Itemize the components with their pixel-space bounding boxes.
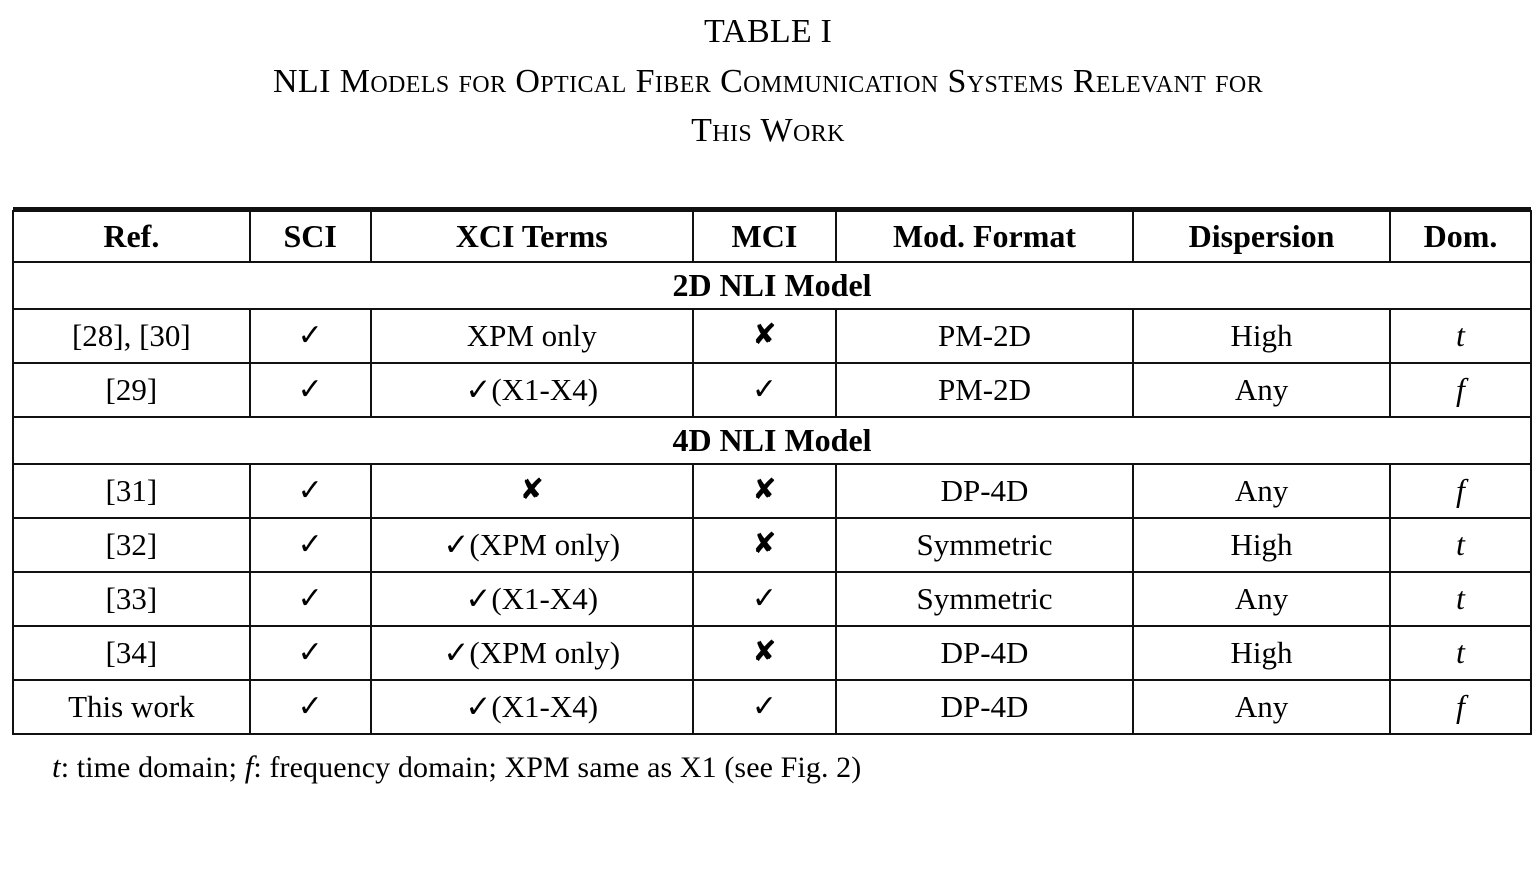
column-header-sci: SCI — [250, 211, 371, 262]
column-header-dom: Dom. — [1390, 211, 1531, 262]
cell-dispersion: Any — [1133, 680, 1390, 734]
table-row — [13, 309, 1531, 363]
cell-xci: ✓(X1-X4) — [371, 363, 693, 417]
cell-sci: ✓ — [250, 464, 371, 518]
cell-ref: [33] — [13, 572, 250, 626]
cell-dispersion: Any — [1133, 464, 1390, 518]
footnote-symbol-t: t — [52, 748, 61, 784]
cell-mod-format: DP-4D — [836, 680, 1133, 734]
cell-mci: ✘ — [693, 309, 836, 363]
section-title-4d: 4D NLI Model — [13, 417, 1531, 464]
cell-ref: This work — [13, 680, 250, 734]
cell-dom: t — [1390, 626, 1531, 680]
cell-sci: ✓ — [250, 363, 371, 417]
section-title-2d: 2D NLI Model — [13, 262, 1531, 309]
cell-mod-format: PM-2D — [836, 309, 1133, 363]
cell-mci: ✓ — [693, 363, 836, 417]
cell-ref: [28], [30] — [13, 309, 250, 363]
cell-dom: f — [1390, 464, 1531, 518]
table-header-row — [13, 211, 1531, 262]
cell-sci: ✓ — [250, 572, 371, 626]
cell-mod-format: PM-2D — [836, 363, 1133, 417]
cell-mci: ✓ — [693, 572, 836, 626]
cell-dom: f — [1390, 680, 1531, 734]
table-row — [13, 572, 1531, 626]
cell-xci: ✘ — [371, 464, 693, 518]
cell-sci: ✓ — [250, 680, 371, 734]
footnote-text-t: : time domain; — [60, 750, 245, 784]
column-header-dispersion: Dispersion — [1133, 211, 1390, 262]
column-header-mci: MCI — [693, 211, 836, 262]
cell-ref: [29] — [13, 363, 250, 417]
cell-dom: t — [1390, 518, 1531, 572]
cell-mod-format: DP-4D — [836, 626, 1133, 680]
cell-mci: ✘ — [693, 626, 836, 680]
table-row — [13, 464, 1531, 518]
column-header-mod-format: Mod. Format — [836, 211, 1133, 262]
nli-models-table — [12, 207, 1532, 735]
table-row-this-work — [13, 680, 1531, 734]
section-header-4d — [13, 417, 1531, 464]
table-footnote — [52, 749, 1528, 785]
footnote-text-f: : frequency domain; XPM same as X1 (see Fig. 2) — [253, 750, 862, 784]
cell-xci: ✓(X1-X4) — [371, 572, 693, 626]
cell-mci: ✘ — [693, 518, 836, 572]
cell-dom: t — [1390, 309, 1531, 363]
cell-dispersion: High — [1133, 518, 1390, 572]
column-header-xci-terms: XCI Terms — [371, 211, 693, 262]
cell-xci: XPM only — [371, 309, 693, 363]
cell-mod-format: Symmetric — [836, 518, 1133, 572]
cell-sci: ✓ — [250, 309, 371, 363]
section-header-2d — [13, 262, 1531, 309]
cell-ref: [31] — [13, 464, 250, 518]
cell-sci: ✓ — [250, 518, 371, 572]
cell-ref: [32] — [13, 518, 250, 572]
cell-dom: f — [1390, 363, 1531, 417]
cell-mci: ✘ — [693, 464, 836, 518]
table-title-line-2: This Work — [691, 111, 845, 149]
table-label: TABLE I — [703, 13, 833, 50]
cell-dispersion: High — [1133, 626, 1390, 680]
cell-xci: ✓(X1-X4) — [371, 680, 693, 734]
table-caption — [8, 8, 1528, 155]
cell-xci: ✓(XPM only) — [371, 518, 693, 572]
cell-dom: t — [1390, 572, 1531, 626]
table-title-line-1: NLI Models for Optical Fiber Communication Systems Relevant for — [272, 63, 1264, 101]
cell-mod-format: Symmetric — [836, 572, 1133, 626]
cell-mci: ✓ — [693, 680, 836, 734]
column-header-ref: Ref. — [13, 211, 250, 262]
cell-dispersion: High — [1133, 309, 1390, 363]
table-row — [13, 518, 1531, 572]
table-row — [13, 363, 1531, 417]
table-row — [13, 626, 1531, 680]
cell-dispersion: Any — [1133, 363, 1390, 417]
cell-sci: ✓ — [250, 626, 371, 680]
cell-xci: ✓(XPM only) — [371, 626, 693, 680]
cell-mod-format: DP-4D — [836, 464, 1133, 518]
cell-dispersion: Any — [1133, 572, 1390, 626]
cell-ref: [34] — [13, 626, 250, 680]
footnote-symbol-f: f — [244, 748, 254, 784]
